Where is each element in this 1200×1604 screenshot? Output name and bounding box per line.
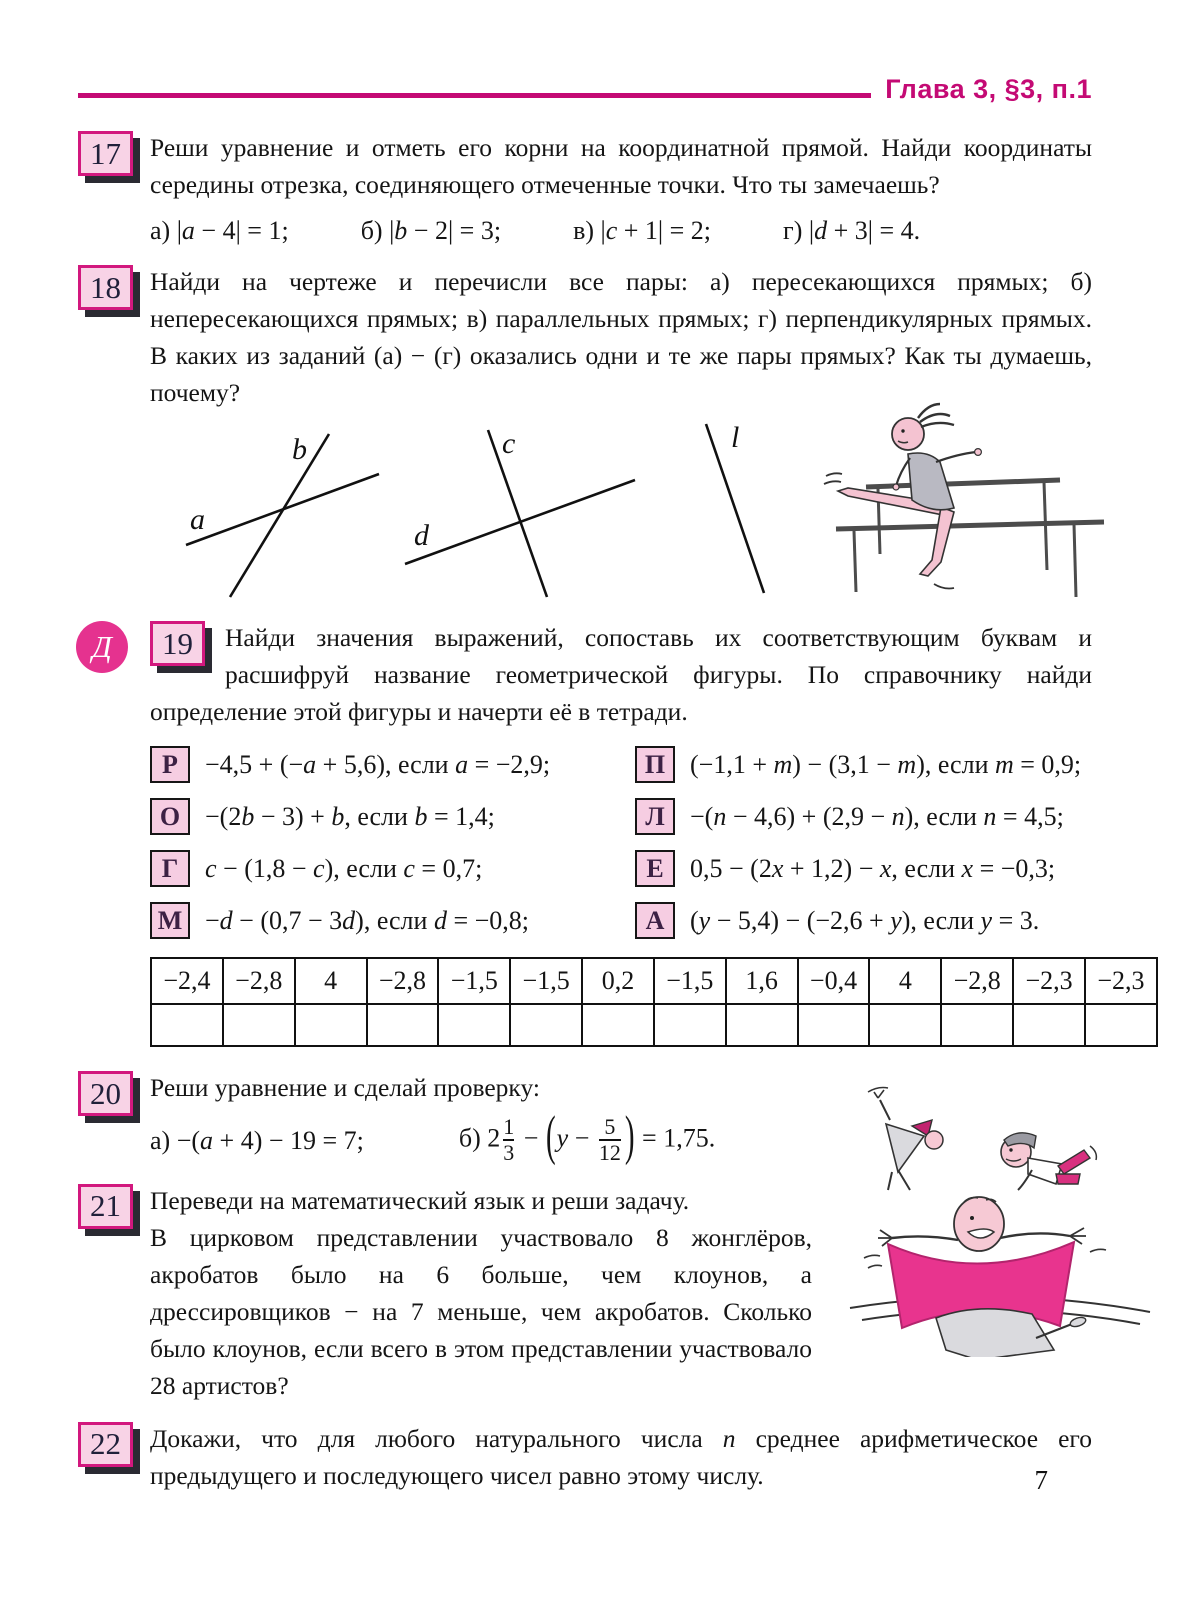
- letter-expression-grid: [150, 746, 1092, 939]
- page-header: [78, 74, 1092, 105]
- line-label-d: d: [414, 519, 429, 552]
- problem-22-text: Докажи, что для любого натурального числа n среднее арифметическое его предыдущего и последующего чисел равно этому числу.: [150, 1423, 1092, 1490]
- line-label-c: c: [502, 427, 516, 460]
- equation-v: в) |c + 1| = 2;: [573, 216, 712, 245]
- problem-22-number: 22: [78, 1422, 133, 1467]
- activity-marker-icon: Д: [76, 621, 128, 673]
- line-label-a: a: [190, 503, 205, 536]
- decode-answer-row: [151, 1004, 1157, 1046]
- problem-19-text-wrap: [150, 619, 1092, 730]
- problem-20-number: 20: [78, 1071, 133, 1116]
- letter-badge-l: Л: [635, 798, 675, 835]
- letter-item-r: Р −4,5 + (−a + 5,6), если a = −2,9;: [150, 746, 605, 783]
- chapter-heading: Глава 3, §3, п.1: [885, 74, 1092, 104]
- gymnast-illustration: [808, 392, 1153, 604]
- decode-table: [150, 957, 1158, 1047]
- circus-illustration: [828, 1062, 1173, 1357]
- problem-17-text: Реши уравнение и отметь его корни на координатной прямой. Найди координаты середины отрезка, соединяющего отмеченные точки. Что ты замечаешь?: [150, 133, 1092, 199]
- line-label-b: b: [292, 433, 307, 466]
- header-rule: [78, 93, 871, 98]
- letter-item-g: Г c − (1,8 − c), если c = 0,7;: [150, 850, 605, 887]
- problem-21-body: В цирковом представлении участвовало 8 жонглёров, акробатов было на 6 больше, чем клоунов, а дрессировщиков − на 7 меньше, чем акробатов. Сколько было клоунов, если всего в этом представлении участвовало 28 артистов?: [150, 1222, 812, 1400]
- equation-a: а) |a − 4| = 1;: [150, 216, 289, 245]
- problem-20-text: Реши уравнение и сделай проверку:: [150, 1073, 540, 1102]
- decode-values-row: −2,4 −2,8 4 −2,8 −1,5 −1,5 0,2 −1,5 1,6 −0,4 4 −2,8 −2,3 −2,3: [151, 958, 1157, 1004]
- letter-item-e: Е 0,5 − (2x + 1,2) − x, если x = −0,3;: [635, 850, 1092, 887]
- letter-item-p: П (−1,1 + m) − (3,1 − m), если m = 0,9;: [635, 746, 1092, 783]
- letter-badge-o: О: [150, 798, 190, 835]
- letter-item-o: О −(2b − 3) + b, если b = 1,4;: [150, 798, 605, 835]
- letter-item-m: М −d − (0,7 − 3d), если d = −0,8;: [150, 902, 605, 939]
- letter-item-a: А (y − 5,4) − (−2,6 + y), если y = 3.: [635, 902, 1092, 939]
- equation-g: г) |d + 3| = 4.: [783, 216, 921, 245]
- problem-21-intro: Переведи на математический язык и реши задачу.: [150, 1185, 690, 1215]
- problem-17: [78, 129, 1092, 246]
- problem-18-number: 18: [78, 265, 133, 310]
- problem-19-text: Найди значения выражений, сопоставь их соответствующим буквам и расшифруй название геометрической фигуры. По справочнику найди определение этой фигуры и начерти её в тетради.: [150, 623, 1092, 726]
- equation-20a: а) −(a + 4) − 19 = 7;: [150, 1125, 364, 1155]
- problem-17-equations: [150, 216, 1092, 246]
- letter-badge-m: М: [150, 902, 190, 939]
- letter-badge-g: Г: [150, 850, 190, 887]
- problem-21-number: 21: [78, 1184, 133, 1229]
- line-label-l: l: [731, 421, 740, 454]
- letter-item-l: Л −(n − 4,6) + (2,9 − n), если n = 4,5;: [635, 798, 1092, 835]
- lines-figure: [156, 417, 801, 605]
- problem-17-number: 17: [78, 131, 133, 176]
- letter-badge-e: Е: [635, 850, 675, 887]
- problem-19-number: 19: [150, 621, 205, 666]
- page-number: 7: [1034, 1465, 1048, 1495]
- letter-badge-r: Р: [150, 746, 190, 783]
- equation-b: б) |b − 2| = 3;: [360, 216, 502, 245]
- letter-badge-a: А: [635, 902, 675, 939]
- letter-badge-p: П: [635, 746, 675, 783]
- equation-20b: б) 2 $\frac{1}{3}$ − (y − $\frac{5}{12}$ ) = 1,75.: [458, 1105, 716, 1167]
- problem-18-text: Найди на чертеже и перечисли все пары: а) пересекающихся прямых; б) непересекающихся прямых; в) параллельных прямых; г) перпендикулярных прямых. В каких из заданий (а) − (г) оказались одни и те же пары прямых? Как ты думаешь, почему?: [150, 267, 1092, 407]
- problem-19: [78, 619, 1145, 1047]
- problem-22: [78, 1420, 1092, 1494]
